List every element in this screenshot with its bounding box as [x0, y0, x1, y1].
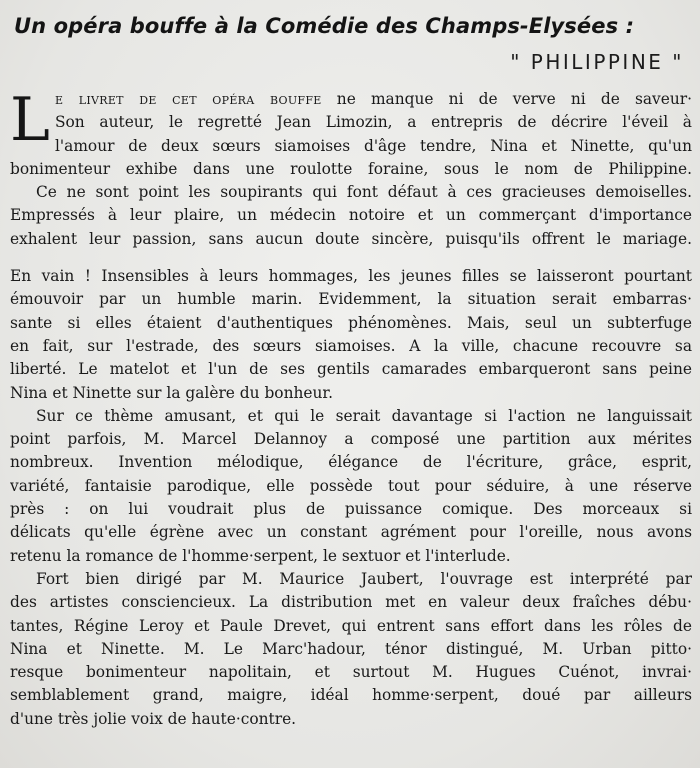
text-line: semblablement grand, maigre, idéal homme·serpent, doué par ailleurs: [10, 686, 692, 705]
paragraph-gap: [10, 251, 692, 265]
text-line: tantes, Régine Leroy et Paule Drevet, qui entrent sans effort dans les rôles de: [10, 616, 692, 635]
text-line: Empressés à leur plaire, un médecin notoire et un commerçant d'importance: [10, 206, 692, 225]
headline: Un opéra bouffe à la Comédie des Champs-Elysées :: [14, 14, 635, 38]
text-line: Nina et Ninette sur la galère du bonheur.: [10, 383, 333, 402]
text-line: Fort bien dirigé par M. Maurice Jaubert, l'ouvrage est interprété par: [36, 569, 692, 588]
text-line: près : on lui voudrait plus de puissance comique. Des morceaux si: [10, 500, 692, 519]
text-line: [10, 88, 692, 111]
text-line: resque bonimenteur napolitain, et surtout M. Hugues Cuénot, invrai·: [10, 663, 692, 682]
text-line: d'une très jolie voix de haute·contre.: [10, 709, 297, 728]
text-line: Ce ne sont point les soupirants qui font défaut à ces gracieuses demoiselles.: [36, 183, 692, 202]
subtitle: " PHILIPPINE ": [510, 50, 684, 74]
text-line: En vain ! Insensibles à leurs hommages, les jeunes filles se laisseront pourtant: [10, 267, 692, 286]
text-line: retenu la romance de l'homme·serpent, le sextuor et l'interlude.: [10, 546, 511, 565]
text-line: Sur ce thème amusant, et qui le serait davantage si l'action ne languissait: [36, 406, 692, 425]
article-body: [10, 85, 692, 731]
text-line: en fait, sur l'estrade, des sœurs siamoises. A la ville, chacune recouvre sa: [10, 336, 692, 355]
text-line: Son auteur, le regretté Jean Limozin, a entrepris de décrire l'éveil à: [55, 113, 692, 132]
line-0: ne manque ni de verve ni de saveur·: [321, 90, 692, 108]
drop-cap: L: [10, 85, 50, 155]
text-line: nombreux. Invention mélodique, élégance de l'écriture, grâce, esprit,: [10, 453, 692, 472]
text-line: point parfois, M. Marcel Delannoy a composé une partition aux mérites: [10, 430, 692, 449]
text-line: Nina et Ninette. M. Le Marc'hadour, ténor distingué, M. Urban pitto·: [10, 639, 692, 658]
text-line: exhalent leur passion, sans aucun doute sincère, puisqu'ils offrent le mariage.: [10, 229, 692, 248]
text-line: l'amour de deux sœurs siamoises d'âge tendre, Nina et Ninette, qu'un: [55, 136, 692, 155]
text-line: variété, fantaisie parodique, elle possède tout pour séduire, à une réserve: [10, 476, 692, 495]
text-line: émouvoir par un humble marin. Evidemment, la situation serait embarras·: [10, 290, 692, 309]
text-line: délicats qu'elle égrène avec un constant agrément pour l'oreille, nous avons: [10, 523, 692, 542]
text-line: des artistes consciencieux. La distribution met en valeur deux fraîches débu·: [10, 593, 692, 612]
lead-smallcaps: e livret de cet opéra bouffe: [55, 90, 322, 108]
text-line: sante si elles étaient d'authentiques phénomènes. Mais, seul un subterfuge: [10, 313, 692, 332]
text-line: liberté. Le matelot et l'un de ses gentils camarades embarqueront sans peine: [10, 360, 692, 379]
text-line: bonimenteur exhibe dans une roulotte foraine, sous le nom de Philippine.: [10, 159, 692, 178]
